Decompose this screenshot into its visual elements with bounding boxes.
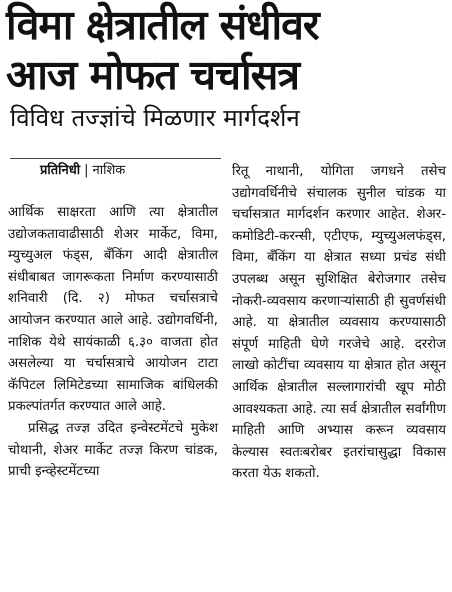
headline <box>6 0 446 100</box>
headline-line-2: आज मोफत चर्चासत्र <box>6 51 300 99</box>
byline-author: प्रतिनिधी <box>40 163 81 178</box>
article-paragraph: रितू नाथानी, योगिता जगधने तसेच उद्योगवर्धिनीचे संचालक सुनील चांडक या चर्चासत्रात मार्गदर्शन करणार आहेत. शेअर-कमोडिटी-करन्सी, एटीएफ, म्युच्युअलफंड्स, विमा, बँकिंग या क्षेत्रात सध्या प्रचंड संधी उपलब्ध असून सुशिक्षित बेरोजगार तसेच नोकरी-व्यवसाय करणाऱ्यांसाठी ही सुवर्णसंधी आहे. या क्षेत्रातील व्यवसाय करण्यासाठी संपूर्ण माहिती घेणे गरजेचे आहे. दररोज लाखो कोटींचा व्यवसाय या क्षेत्रात होत असून आर्थिक क्षेत्रातील सल्लागारांची खूप मोठी आवश्यकता आहे. त्या सर्व क्षेत्रातील सर्वांगीण माहिती आणि अभ्यास करून व्यवसाय केल्यास स्वतःबरोबर इतरांचासुद्धा विकास करता येऊ शकतो. <box>232 164 446 482</box>
article-paragraph: आर्थिक साक्षरता आणि त्या क्षेत्रातील उद्योजकतावाढीसाठी शेअर मार्केट, विमा, म्युच्युअल फंड्स, बँकिंग आदी क्षेत्रातील संधीबाबत जागरूकता निर्माण करण्यासाठी शनिवारी (दि. २) मोफत चर्चासत्राचे आयोजन करण्यात आले आहे. उद्योगवर्धिनी, नाशिक येथे सायंकाळी ६.३० वाजता होत असलेल्या या चर्चासत्राचे आयोजन टाटा कॅपिटल लिमिटेडच्या सामाजिक बांधिलकी प्रकल्पांतर्गत करण्यात आले आहे. <box>8 205 218 415</box>
headline-line-1: विमा क्षेत्रातील संधीवर <box>6 1 319 49</box>
article-column-right <box>232 161 446 485</box>
byline-separator: | <box>84 163 89 178</box>
article-column-left <box>8 202 218 483</box>
byline-place: नाशिक <box>92 163 126 178</box>
byline <box>40 162 220 180</box>
byline-divider <box>10 158 221 159</box>
subheadline: विविध तज्ज्ञांचे मिळणार मार्गदर्शन <box>10 104 300 132</box>
article-paragraph: प्रसिद्ध तज्ज्ञ उदित इन्वेस्टमेंटचे मुकेश चोथानी, शेअर मार्केट तज्ज्ञ किरण चांडक, प्राची इन्व्हेस्टमेंटच्या <box>8 420 218 480</box>
